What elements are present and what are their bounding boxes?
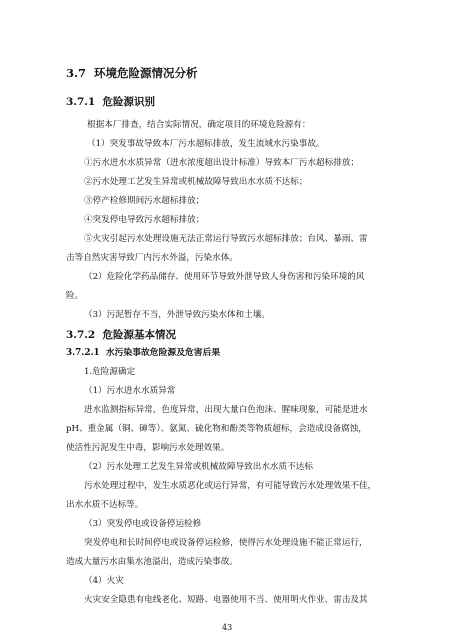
paragraph-process-line1: 污水处理过程中，发生水质恶化或运行异常，有可能导致污水处理效果不佳，: [84, 481, 377, 491]
page-number: 43: [222, 623, 233, 632]
list-item-2-line2: 险。: [66, 291, 84, 301]
paragraph-fire-line1: 火灾安全隐患有电线老化、短路、电器使用不当、使用明火作业、雷击及其: [84, 595, 368, 605]
list-item-2-line1: （2）危险化学药品储存、使用环节导致外泄导致人身伤害和污染环境的风: [84, 272, 365, 282]
subsection-heading-371: [66, 97, 155, 108]
sub-item-5-line2: 击等自然灾害导致厂内污水外溢，污染水体。: [66, 253, 238, 263]
list-item-3: （3）污泥暂存不当，外泄导致污染水体和土壤。: [84, 310, 270, 320]
list-item-1: （1）突发事故导致本厂污水超标排放，发生流域水污染事故。: [87, 139, 325, 149]
subsection-title: 危险源识别: [102, 96, 156, 108]
paragraph-outage-line2: 造成大量污水由集水池溢出，造成污染事故。: [66, 557, 238, 567]
subsubsection-heading-3721: [66, 348, 220, 359]
section-number: 3.7: [66, 66, 87, 80]
subsection-heading-372: [66, 330, 176, 341]
item-process-abnormal: （2）污水处理工艺发生异常或机械故障导致出水水质不达标: [84, 462, 313, 472]
paragraph-influent-line2: pH、重金属（铜、砷等）、氨氮、硫化物和酚类等物质超标，会造成设备腐蚀，: [66, 424, 367, 434]
section-heading: [66, 68, 198, 79]
subsection-number: 3.7.1: [66, 96, 96, 108]
sub-item-1: ①污水进水水质异常（进水浓度超出设计标准）导致本厂污水超标排放；: [84, 158, 360, 168]
subsubsection-number: 3.7.2.1: [66, 348, 100, 358]
paragraph-influent-line3: 使活性污泥发生中毒，影响污水处理效果。: [66, 443, 230, 453]
subsubsection-title: 水污染事故危险源及危害后果: [105, 348, 221, 358]
section-title: 环境危险源情况分析: [94, 66, 198, 80]
paragraph-influent-line1: 进水监测指标异常，色度异常，出现大量白色泡沫、腥味现象，可能是进水: [84, 405, 368, 415]
sub-item-3: ③停产检修期间污水超标排放；: [84, 196, 205, 206]
item-influent-abnormal: （1）污水进水水质异常: [84, 386, 176, 396]
paragraph-intro: 根据本厂排查，结合实际情况，确定项目的环境危险源有：: [87, 120, 311, 130]
paragraph-source-determination: 1.危险源确定: [84, 367, 136, 377]
paragraph-outage-line1: 突发停电和长时间停电或设备停运检修，使得污水处理设施不能正常运行，: [84, 538, 368, 548]
sub-item-4: ④突发停电导致污水超标排放；: [84, 215, 205, 225]
item-power-outage: （3）突发停电或设备停运检修: [84, 519, 202, 529]
subsection-number: 3.7.2: [66, 329, 96, 341]
subsection-title: 危险源基本情况: [102, 329, 177, 341]
paragraph-process-line2: 出水水质不达标等。: [66, 500, 144, 510]
sub-item-2: ②污水处理工艺发生异常或机械故障导致出水水质不达标；: [84, 177, 308, 187]
item-fire: （4）火灾: [84, 576, 124, 586]
sub-item-5-line1: ⑤火灾引起污水处理设施无法正常运行导致污水超标排放；台风、暴雨、雷: [84, 234, 368, 244]
